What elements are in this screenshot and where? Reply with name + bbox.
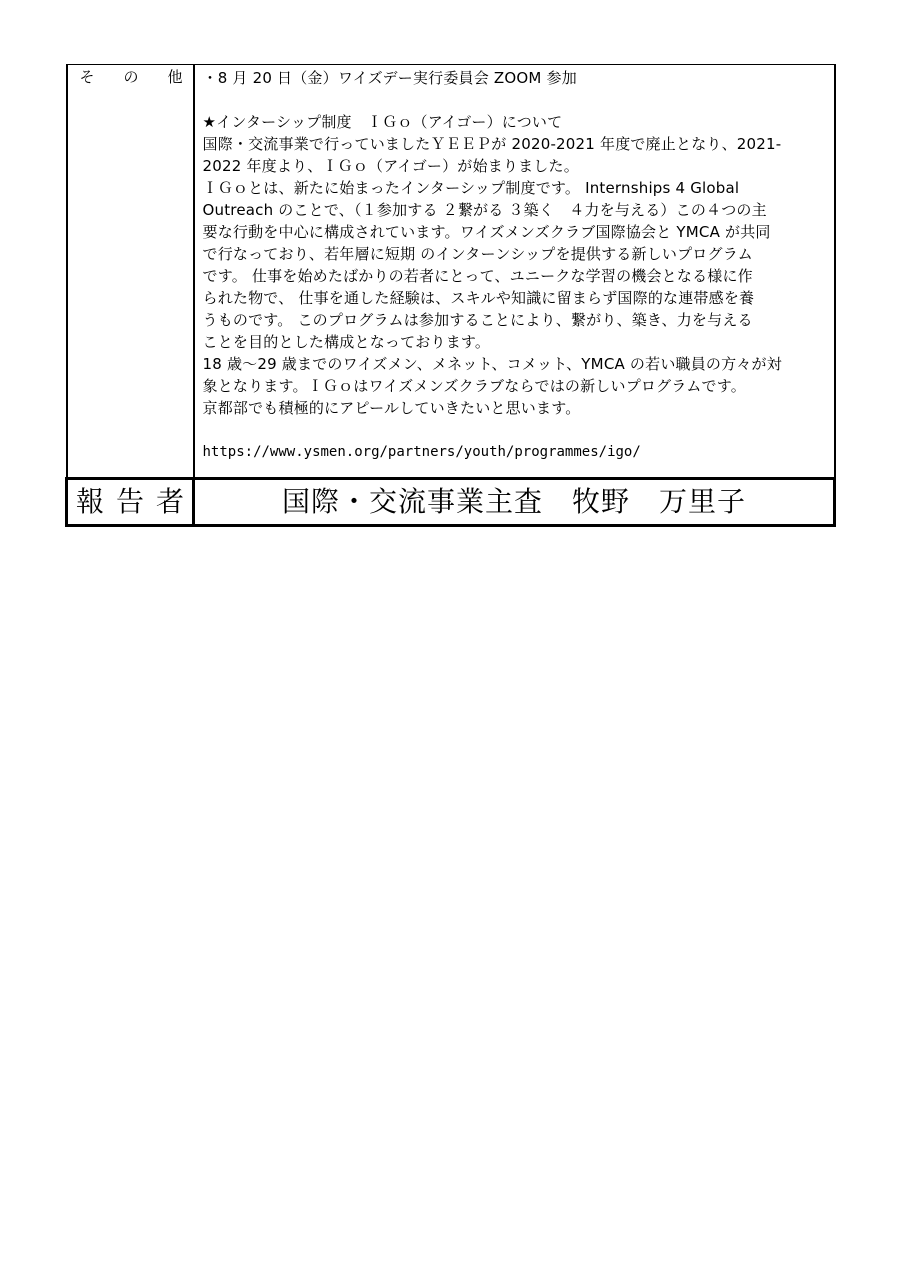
other-label-char: そ [79, 68, 95, 86]
content-line: ★インターシップ制度 ＩＧｏ（アイゴー）について [202, 113, 563, 131]
igo-url-link[interactable]: https://www.ysmen.org/partners/youth/programmes/igo/ [202, 444, 641, 460]
content-line: られた物で、 仕事を通した経験は、スキルや知識に留まらず国際的な連帯感を養 [202, 289, 755, 307]
content-line: ことを目的とした構成となっております。 [202, 333, 491, 351]
content-line: 国際・交流事業で行っていましたＹＥＥＰが 2020-2021 年度で廃止となり、2021- [202, 135, 782, 153]
reporter-label-char: 者 [155, 485, 184, 518]
content-line: Outreach のことで、（１参加する ２繋がる ３築く ４力を与える）この４つの主 [202, 201, 767, 219]
content-line: ・8 月 20 日（金）ワイズデー実行委員会 ZOOM 参加 [202, 69, 577, 87]
reporter-label-char: 報 [76, 485, 105, 518]
other-label-char: の [123, 68, 139, 86]
other-label [68, 65, 193, 87]
content-line: 要な行動を中心に構成されています。ワイズメンズクラブ国際協会と YMCA が共同 [202, 223, 771, 241]
reporter-name: 国際・交流事業主査 牧野 万里子 [281, 485, 746, 518]
other-label-char: 他 [167, 68, 183, 86]
other-content-cell [194, 65, 835, 479]
content-line: 2022 年度より、ＩＧｏ（アイゴー）が始まりました。 [202, 157, 579, 175]
content-line: 京都部でも積極的にアピールしていきたいと思います。 [202, 399, 581, 417]
reporter-label [68, 480, 192, 524]
report-table [65, 64, 836, 527]
reporter-name-cell [194, 479, 835, 526]
content-line-blank [203, 89, 828, 111]
reporter-label-cell [67, 479, 194, 526]
content-line: 18 歳～29 歳までのワイズメン、メネット、コメット、YMCA の若い職員の方々が対 [202, 355, 782, 373]
other-content [195, 65, 834, 463]
content-line: で行なっており、若年層に短期 のインターンシップを提供する新しいプログラム [202, 245, 753, 263]
content-line: 象となります。ＩＧｏはワイズメンズクラブならではの新しいプログラムです。 [202, 377, 746, 395]
other-row [67, 65, 835, 479]
content-line: ＩＧｏとは、新たに始まったインターシップ制度です。 Internships 4 Global [202, 179, 740, 197]
content-line: うものです。 このプログラムは参加することにより、繋がり、築き、力を与える [202, 311, 753, 329]
content-line: です。 仕事を始めたばかりの若者にとって、ユニークな学習の機会となる様に作 [202, 267, 753, 285]
reporter-row [67, 479, 835, 526]
other-label-cell [67, 65, 194, 479]
reporter-label-char: 告 [115, 485, 144, 518]
